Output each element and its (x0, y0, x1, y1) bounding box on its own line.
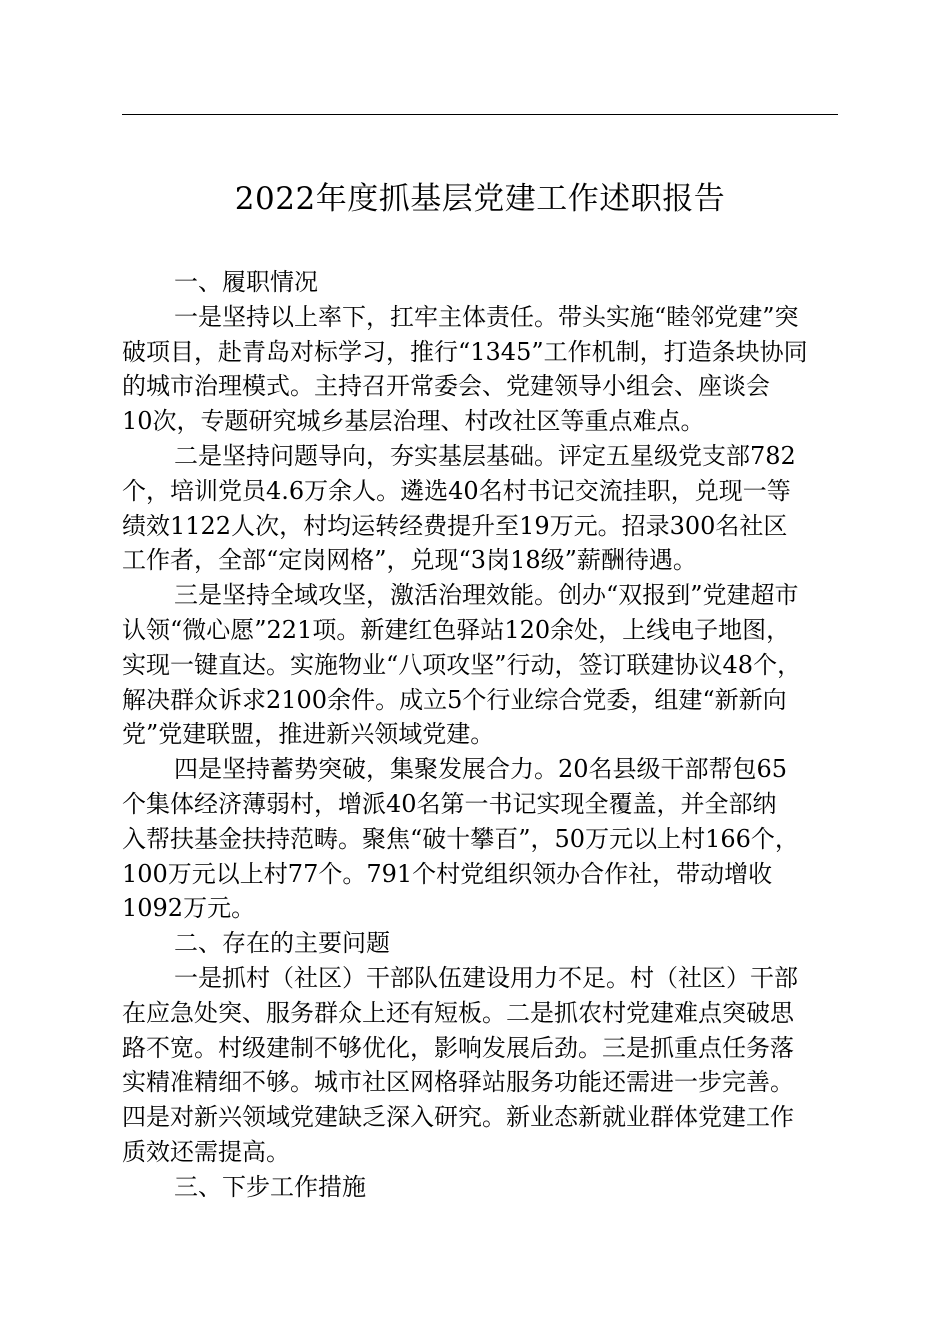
text-line: 三是坚持全域攻坚，激活治理效能。创办“双报到”党建超市 (174, 581, 799, 610)
paragraph-foundation (122, 439, 838, 578)
text-line: 实现一键直达。实施物业“八项攻坚”行动，签订联建协议48个， (122, 650, 802, 679)
paragraph-development (122, 752, 838, 926)
text-line: 党”党建联盟，推进新兴领域党建。 (122, 720, 495, 749)
text-line: 绩效1122人次，村均运转经费提升至19万元。招录300名社区 (122, 511, 788, 540)
text-line: 10次，专题研究城乡基层治理、村改社区等重点难点。 (122, 407, 705, 436)
text-line: 认领“微心愿”221项。新建红色驿站120余处，上线电子地图， (122, 615, 791, 644)
paragraph-governance (122, 578, 838, 752)
document-body (122, 265, 838, 1205)
text-line: 二是坚持问题导向，夯实基层基础。评定五星级党支部782 (174, 441, 796, 470)
text-line: 路不宽。村级建制不够优化，影响发展后劲。三是抓重点任务落 (122, 1033, 794, 1062)
section-heading-next-steps: 三、下步工作措施 (174, 1172, 366, 1201)
paragraph-leadership (122, 300, 838, 439)
text-line: 的城市治理模式。主持召开常委会、党建领导小组会、座谈会 (122, 372, 770, 401)
paragraph-problems (122, 961, 838, 1170)
text-line: 入帮扶基金扶持范畴。聚焦“破十攀百”，50万元以上村166个， (122, 824, 799, 853)
header-rule (122, 114, 838, 115)
text-line: 在应急处突、服务群众上还有短板。二是抓农村党建难点突破思 (122, 998, 794, 1027)
document-title: 2022年度抓基层党建工作述职报告 (234, 181, 726, 217)
section-heading-problems: 二、存在的主要问题 (174, 929, 390, 958)
text-line: 质效还需提高。 (122, 1137, 290, 1166)
text-line: 解决群众诉求2100余件。成立5个行业综合党委，组建“新新向 (122, 685, 787, 714)
text-line: 100万元以上村77个。791个村党组织领办合作社，带动增收 (122, 859, 773, 888)
text-line: 个，培训党员4.6万余人。遴选40名村书记交流挂职，兑现一等 (122, 476, 791, 505)
text-line: 一是坚持以上率下，扛牢主体责任。带头实施“睦邻党建”突 (174, 302, 799, 331)
text-line: 1092万元。 (122, 894, 256, 923)
text-line: 个集体经济薄弱村，增派40名第一书记实现全覆盖，并全部纳 (122, 789, 777, 818)
section-heading-duties: 一、履职情况 (174, 268, 318, 296)
text-line: 实精准精细不够。城市社区网格驿站服务功能还需进一步完善。 (122, 1068, 794, 1097)
text-line: 一是抓村（社区）干部队伍建设用力不足。村（社区）干部 (174, 963, 798, 992)
text-line: 四是坚持蓄势突破，集聚发展合力。20名县级干部帮包65 (174, 755, 788, 784)
text-line: 工作者，全部“定岗网格”，兑现“3岗18级”薪酬待遇。 (122, 546, 697, 575)
text-line: 四是对新兴领域党建缺乏深入研究。新业态新就业群体党建工作 (122, 1103, 794, 1132)
text-line: 破项目，赴青岛对标学习，推行“1345”工作机制，打造条块协同 (122, 337, 808, 366)
